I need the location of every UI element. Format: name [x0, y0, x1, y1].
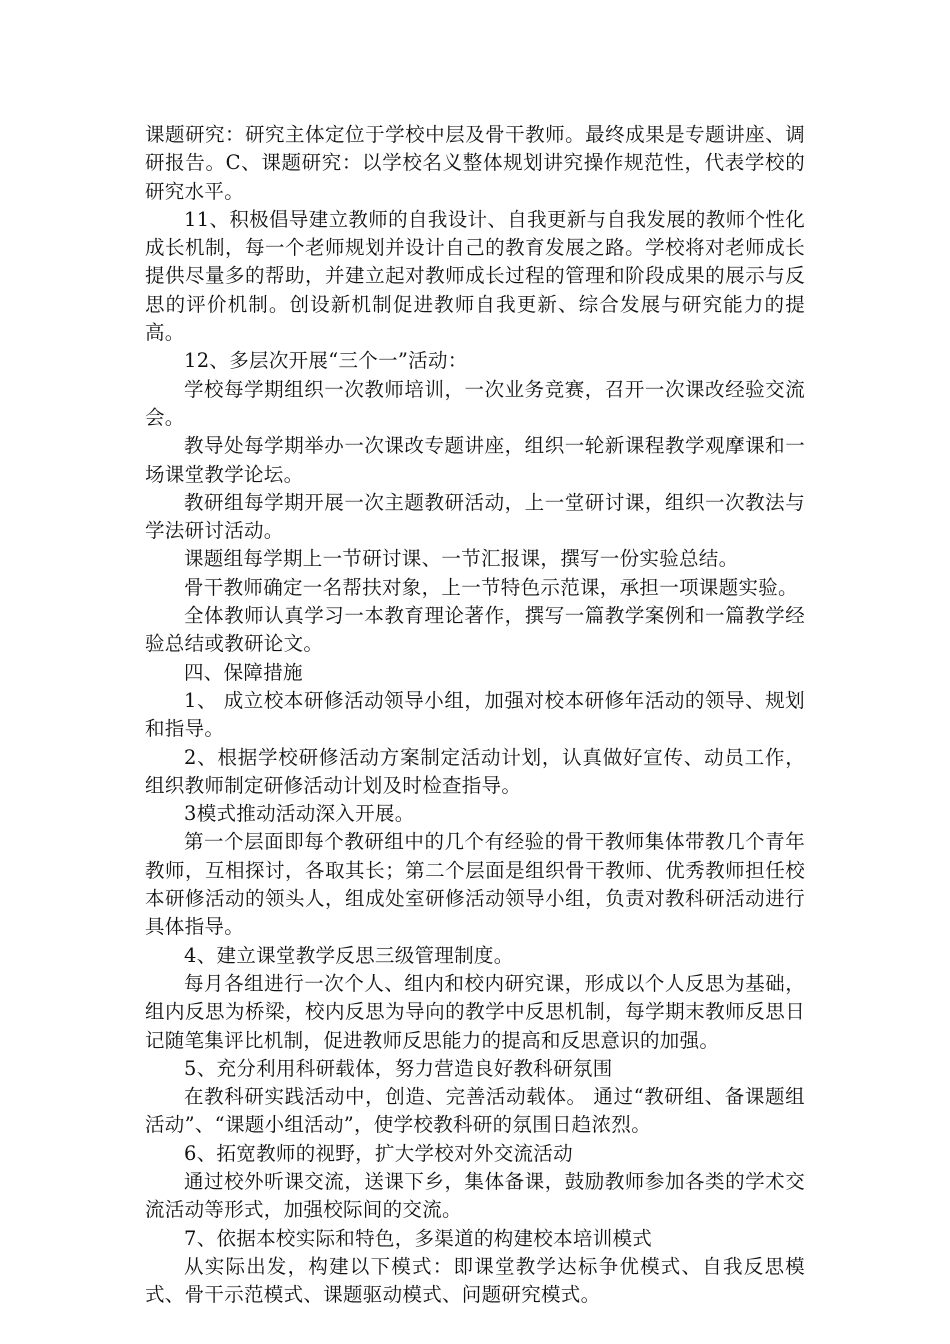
- paragraph: 每月各组进行一次个人、组内和校内研究课，形成以个人反思为基础，组内反思为桥梁，校内反思为导向的教学中反思机制，每学期末教师反思日记随笔集评比机制，促进教师反思能力的提高和反思意识的加强。: [145, 971, 805, 1052]
- paragraph: 从实际出发，构建以下模式：即课堂教学达标争优模式、自我反思模式、骨干示范模式、课题驱动模式、问题研究模式。: [145, 1254, 805, 1307]
- paragraph: 3模式推动活动深入开展。: [184, 802, 415, 826]
- paragraph: 全体教师认真学习一本教育理论著作，撰写一篇教学案例和一篇教学经验总结或教研论文。: [145, 604, 805, 656]
- paragraph: 7、依据本校实际和特色，多渠道的构建校本培训模式: [184, 1226, 653, 1250]
- paragraph: 通过校外听课交流，送课下乡，集体备课，鼓励教师参加各类的学术交流活动等形式，加强校际间的交流。: [145, 1169, 805, 1222]
- paragraph: 课题组每学期上一节研讨课、一节汇报课，撰写一份实验总结。: [184, 547, 739, 571]
- paragraph: 12、多层次开展“三个一”活动：: [184, 349, 468, 373]
- paragraph: 5、充分利用科研载体，努力营造良好教科研氛围: [184, 1056, 613, 1080]
- paragraph: 2、根据学校研修活动方案制定活动计划，认真做好宣传、动员工作，组织教师制定研修活动计划及时检查指导。: [145, 745, 805, 797]
- paragraph: 6、拓宽教师的视野，扩大学校对外交流活动: [184, 1141, 573, 1165]
- paragraph: 教研组每学期开展一次主题教研活动，上一堂研讨课，组织一次教法与学法研讨活动。: [145, 490, 805, 543]
- paragraph: 骨干教师确定一名帮扶对象，上一节特色示范课，承担一项课题实验。: [184, 575, 798, 599]
- paragraph: 四、保障措施: [184, 660, 303, 684]
- paragraph: 1、 成立校本研修活动领导小组，加强对校本研修年活动的领导、规划和指导。: [145, 688, 805, 741]
- paragraph: 教导处每学期举办一次课改专题讲座，组织一轮新课程教学观摩课和一场课堂教学论坛。: [145, 434, 805, 486]
- paragraph: 课题研究：研究主体定位于学校中层及骨干教师。最终成果是专题讲座、调研报告。C、课题研究：以学校名义整体规划讲究操作规范性，代表学校的研究水平。: [145, 123, 805, 203]
- paragraph: 在教科研实践活动中，创造、完善活动载体。 通过“教研组、备课题组活动”、“课题小组活动”，使学校教科研的氛围日趋浓烈。: [145, 1085, 805, 1137]
- paragraph: 11、积极倡导建立教师的自我设计、自我更新与自我发展的教师个性化成长机制，每一个老师规划并设计自己的教育发展之路。学校将对老师成长提供尽量多的帮助，并建立起对教师成长过程的管理和阶段成果的展示与反思的评价机制。创设新机制促进教师自我更新、综合发展与研究能力的提高。: [145, 207, 805, 345]
- document-body: [145, 121, 805, 1309]
- paragraph: 第一个层面即每个教研组中的几个有经验的骨干教师集体带教几个青年教师，互相探讨，各取其长；第二个层面是组织骨干教师、优秀教师担任校本研修活动的领头人，组成处室研修活动领导小组，负责对教科研活动进行具体指导。: [145, 830, 805, 939]
- paragraph: 学校每学期组织一次教师培训，一次业务竞赛，召开一次课改经验交流会。: [145, 377, 805, 429]
- paragraph: 4、建立课堂教学反思三级管理制度。: [184, 943, 514, 967]
